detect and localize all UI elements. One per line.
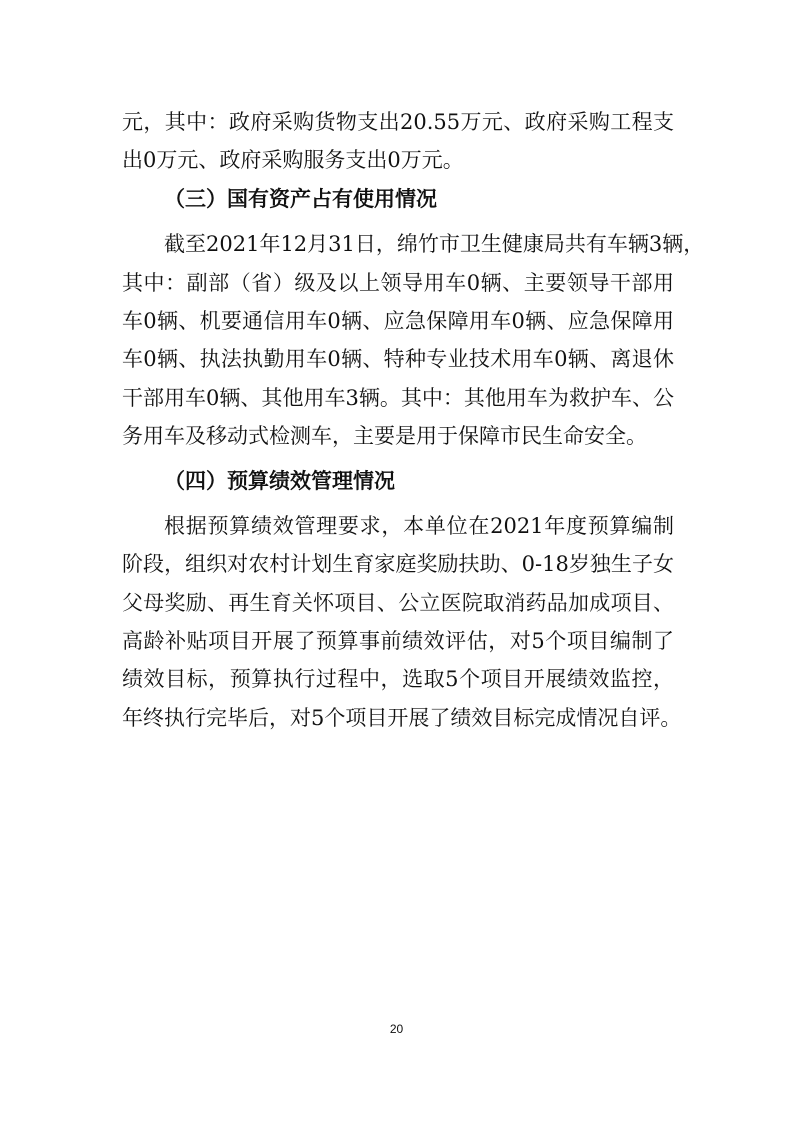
paragraph-line: 出0万元、政府采购服务支出0万元。 bbox=[122, 148, 464, 172]
paragraph-line: 元，其中：政府采购货物支出20.55万元、政府采购工程支 bbox=[122, 110, 674, 134]
paragraph-line: 其中：副部（省）级及以上领导用车0辆、主要领导干部用 bbox=[122, 271, 674, 295]
section-heading-assets: （三）国有资产占有使用情况 bbox=[164, 187, 437, 211]
paragraph-line: 务用车及移动式检测车，主要是用于保障市民生命安全。 bbox=[122, 424, 647, 448]
paragraph-line: 高龄补贴项目开展了预算事前绩效评估，对5个项目编制了 bbox=[122, 629, 674, 653]
paragraph-line: 绩效目标，预算执行过程中，选取5个项目开展绩效监控， bbox=[122, 667, 674, 691]
paragraph-line: 阶段，组织对农村计划生育家庭奖励扶助、0-18岁独生子女 bbox=[122, 552, 674, 576]
paragraph-line: 干部用车0辆、其他用车3辆。其中：其他用车为救护车、公 bbox=[122, 386, 674, 410]
page-number: 20 bbox=[389, 1022, 404, 1036]
paragraph-line: 截至2021年12月31日，绵竹市卫生健康局共有车辆3辆， bbox=[164, 232, 705, 256]
paragraph-line: 根据预算绩效管理要求，本单位在2021年度预算编制 bbox=[164, 514, 674, 538]
paragraph-line: 车0辆、执法执勤用车0辆、特种专业技术用车0辆、离退休 bbox=[122, 347, 674, 371]
paragraph-line: 车0辆、机要通信用车0辆、应急保障用车0辆、应急保障用 bbox=[122, 309, 674, 333]
paragraph-line: 父母奖励、再生育关怀项目、公立医院取消药品加成项目、 bbox=[122, 591, 674, 615]
section-heading-performance: （四）预算绩效管理情况 bbox=[164, 469, 395, 493]
paragraph-line: 年终执行完毕后，对5个项目开展了绩效目标完成情况自评。 bbox=[122, 706, 682, 730]
